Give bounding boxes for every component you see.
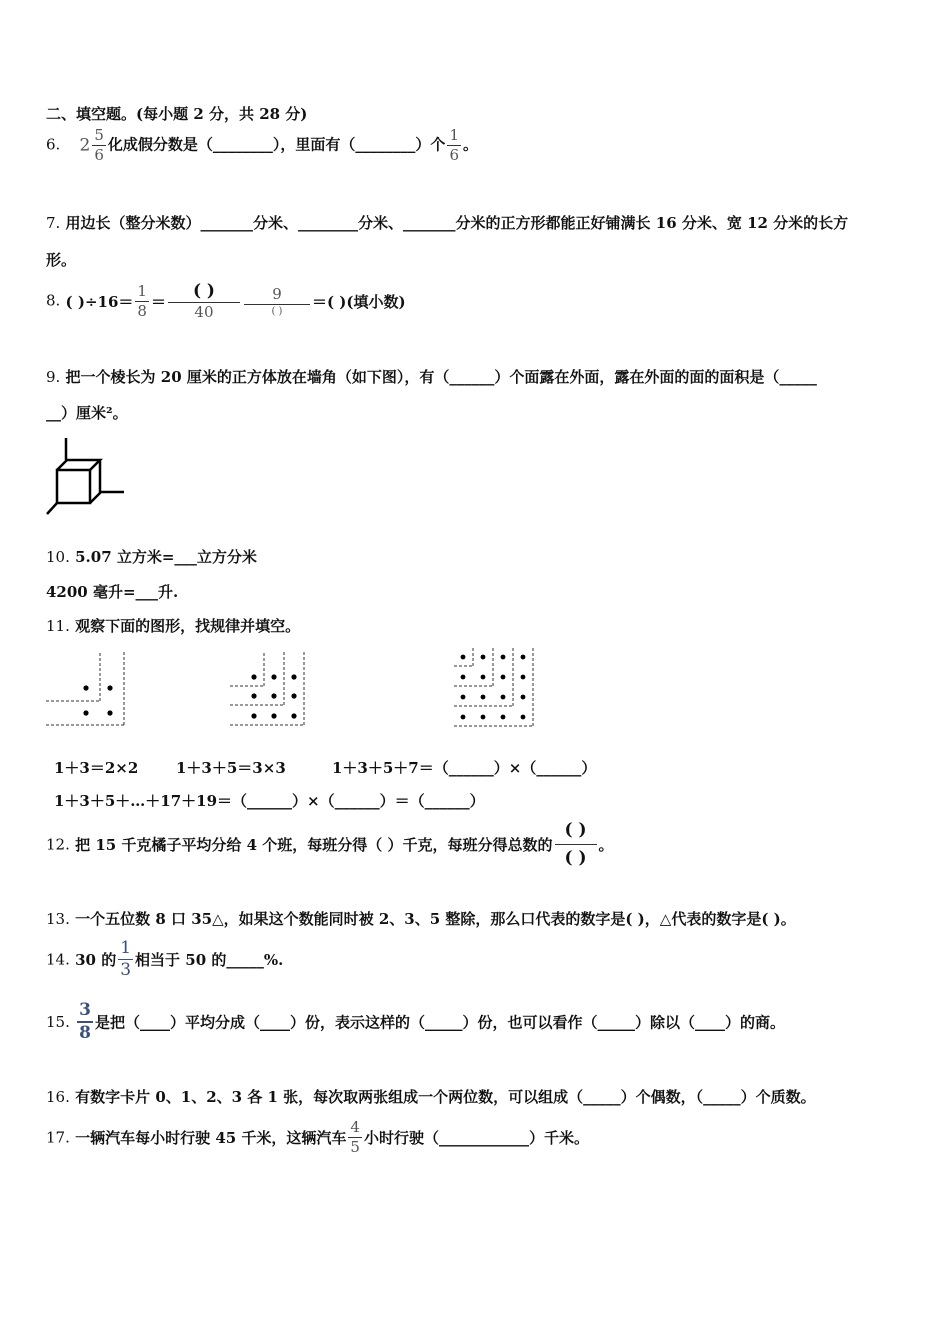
fraction-3-8: $\frac{3}{8}$ bbox=[79, 1000, 91, 1043]
question-16: 16. 有数字卡片 0、1、2、3 各 1 张，每次取两张组成一个两位数，可以组成（_____）个偶数，（_____）个质数。 bbox=[46, 1088, 816, 1106]
question-7: 7. 用边长（整分米数）_______分米、________分米、_______分米的正方形都能正好铺满长 16 分米、宽 12 分米的长方 bbox=[46, 214, 849, 232]
cube-in-corner-figure bbox=[44, 434, 128, 518]
question-8: 8. ( )÷16＝ $\frac{1}{8}$ ＝ $\frac{( )}{40}$ $\frac{9}{( )}$ ＝( )(填小数) bbox=[46, 281, 406, 321]
equation-1: 1＋3＝2×2 bbox=[54, 759, 139, 777]
fraction-blank: $\frac{( )}{( )}$ bbox=[555, 822, 597, 867]
fraction-4-5: $\frac{4}{5}$ bbox=[350, 1118, 360, 1156]
dot-pattern-2x2 bbox=[46, 650, 128, 730]
question-6: 6. 2 $\frac{5}{6}$ 化成假分数是（________），里面有（________）个 $\frac{1}{6}$ 。 bbox=[46, 126, 478, 164]
question-number: 6. bbox=[46, 135, 61, 154]
fraction-1-8: $\frac{1}{8}$ bbox=[137, 282, 147, 320]
question-12: 12. 把 15 千克橘子平均分给 4 个班，每班分得（ ）千克，每班分得总数的 $\frac{( )}{( )}$ 。 bbox=[46, 820, 614, 868]
section-title: 二、填空题。(每小题 2 分，共 28 分) bbox=[46, 105, 308, 123]
question-10-part-2: 4200 毫升=___升. bbox=[46, 583, 179, 601]
dot-pattern-3x3 bbox=[228, 650, 308, 730]
equation-4: 1＋3＋5＋…＋17＋19＝（______）×（______）＝（______） bbox=[54, 792, 485, 810]
question-14: 14. 30 的 $\frac{1}{3}$ 相当于 50 的_____%. bbox=[46, 938, 284, 980]
question-7-continued: 形。 bbox=[46, 251, 77, 269]
equation-2: 1＋3＋5＝3×3 bbox=[176, 759, 286, 777]
question-17: 17. 一辆汽车每小时行驶 45 千米，这辆汽车 $\frac{4}{5}$ 小时行驶（____________）千米。 bbox=[46, 1118, 589, 1156]
fraction-blank-40: $\frac{( )}{40}$ bbox=[168, 283, 240, 320]
question-13: 13. 一个五位数 8 口 35△，如果这个数能同时被 2、3、5 整除，那么口代表的数字是( )，△代表的数字是( )。 bbox=[46, 910, 796, 928]
equation-3: 1＋3＋5＋7＝（______）×（______） bbox=[332, 759, 597, 777]
question-15: 15. $\frac{3}{8}$ 是把（____）平均分成（____）份，表示这样的（_____）份，也可以看作（_____）除以（____）的商。 bbox=[46, 1000, 785, 1043]
question-9: 9. 把一个棱长为 20 厘米的正方体放在墙角（如下图），有（______）个面露在外面，露在外面的面的面积是（_____ bbox=[46, 368, 817, 386]
fraction-1-3: $\frac{1}{3}$ bbox=[120, 938, 132, 980]
question-11: 11. 观察下面的图形，找规律并填空。 bbox=[46, 617, 301, 635]
question-9-continued: __）厘米²。 bbox=[46, 404, 128, 422]
fraction-9-blank: $\frac{9}{( )}$ bbox=[244, 287, 310, 317]
dot-pattern-4x4 bbox=[452, 646, 538, 730]
mixed-number: 2 $\frac{5}{6}$ bbox=[79, 126, 104, 164]
fraction-one-sixth: $\frac{1}{6}$ bbox=[449, 126, 459, 164]
question-10: 10. 5.07 立方米=___立方分米 bbox=[46, 548, 257, 566]
